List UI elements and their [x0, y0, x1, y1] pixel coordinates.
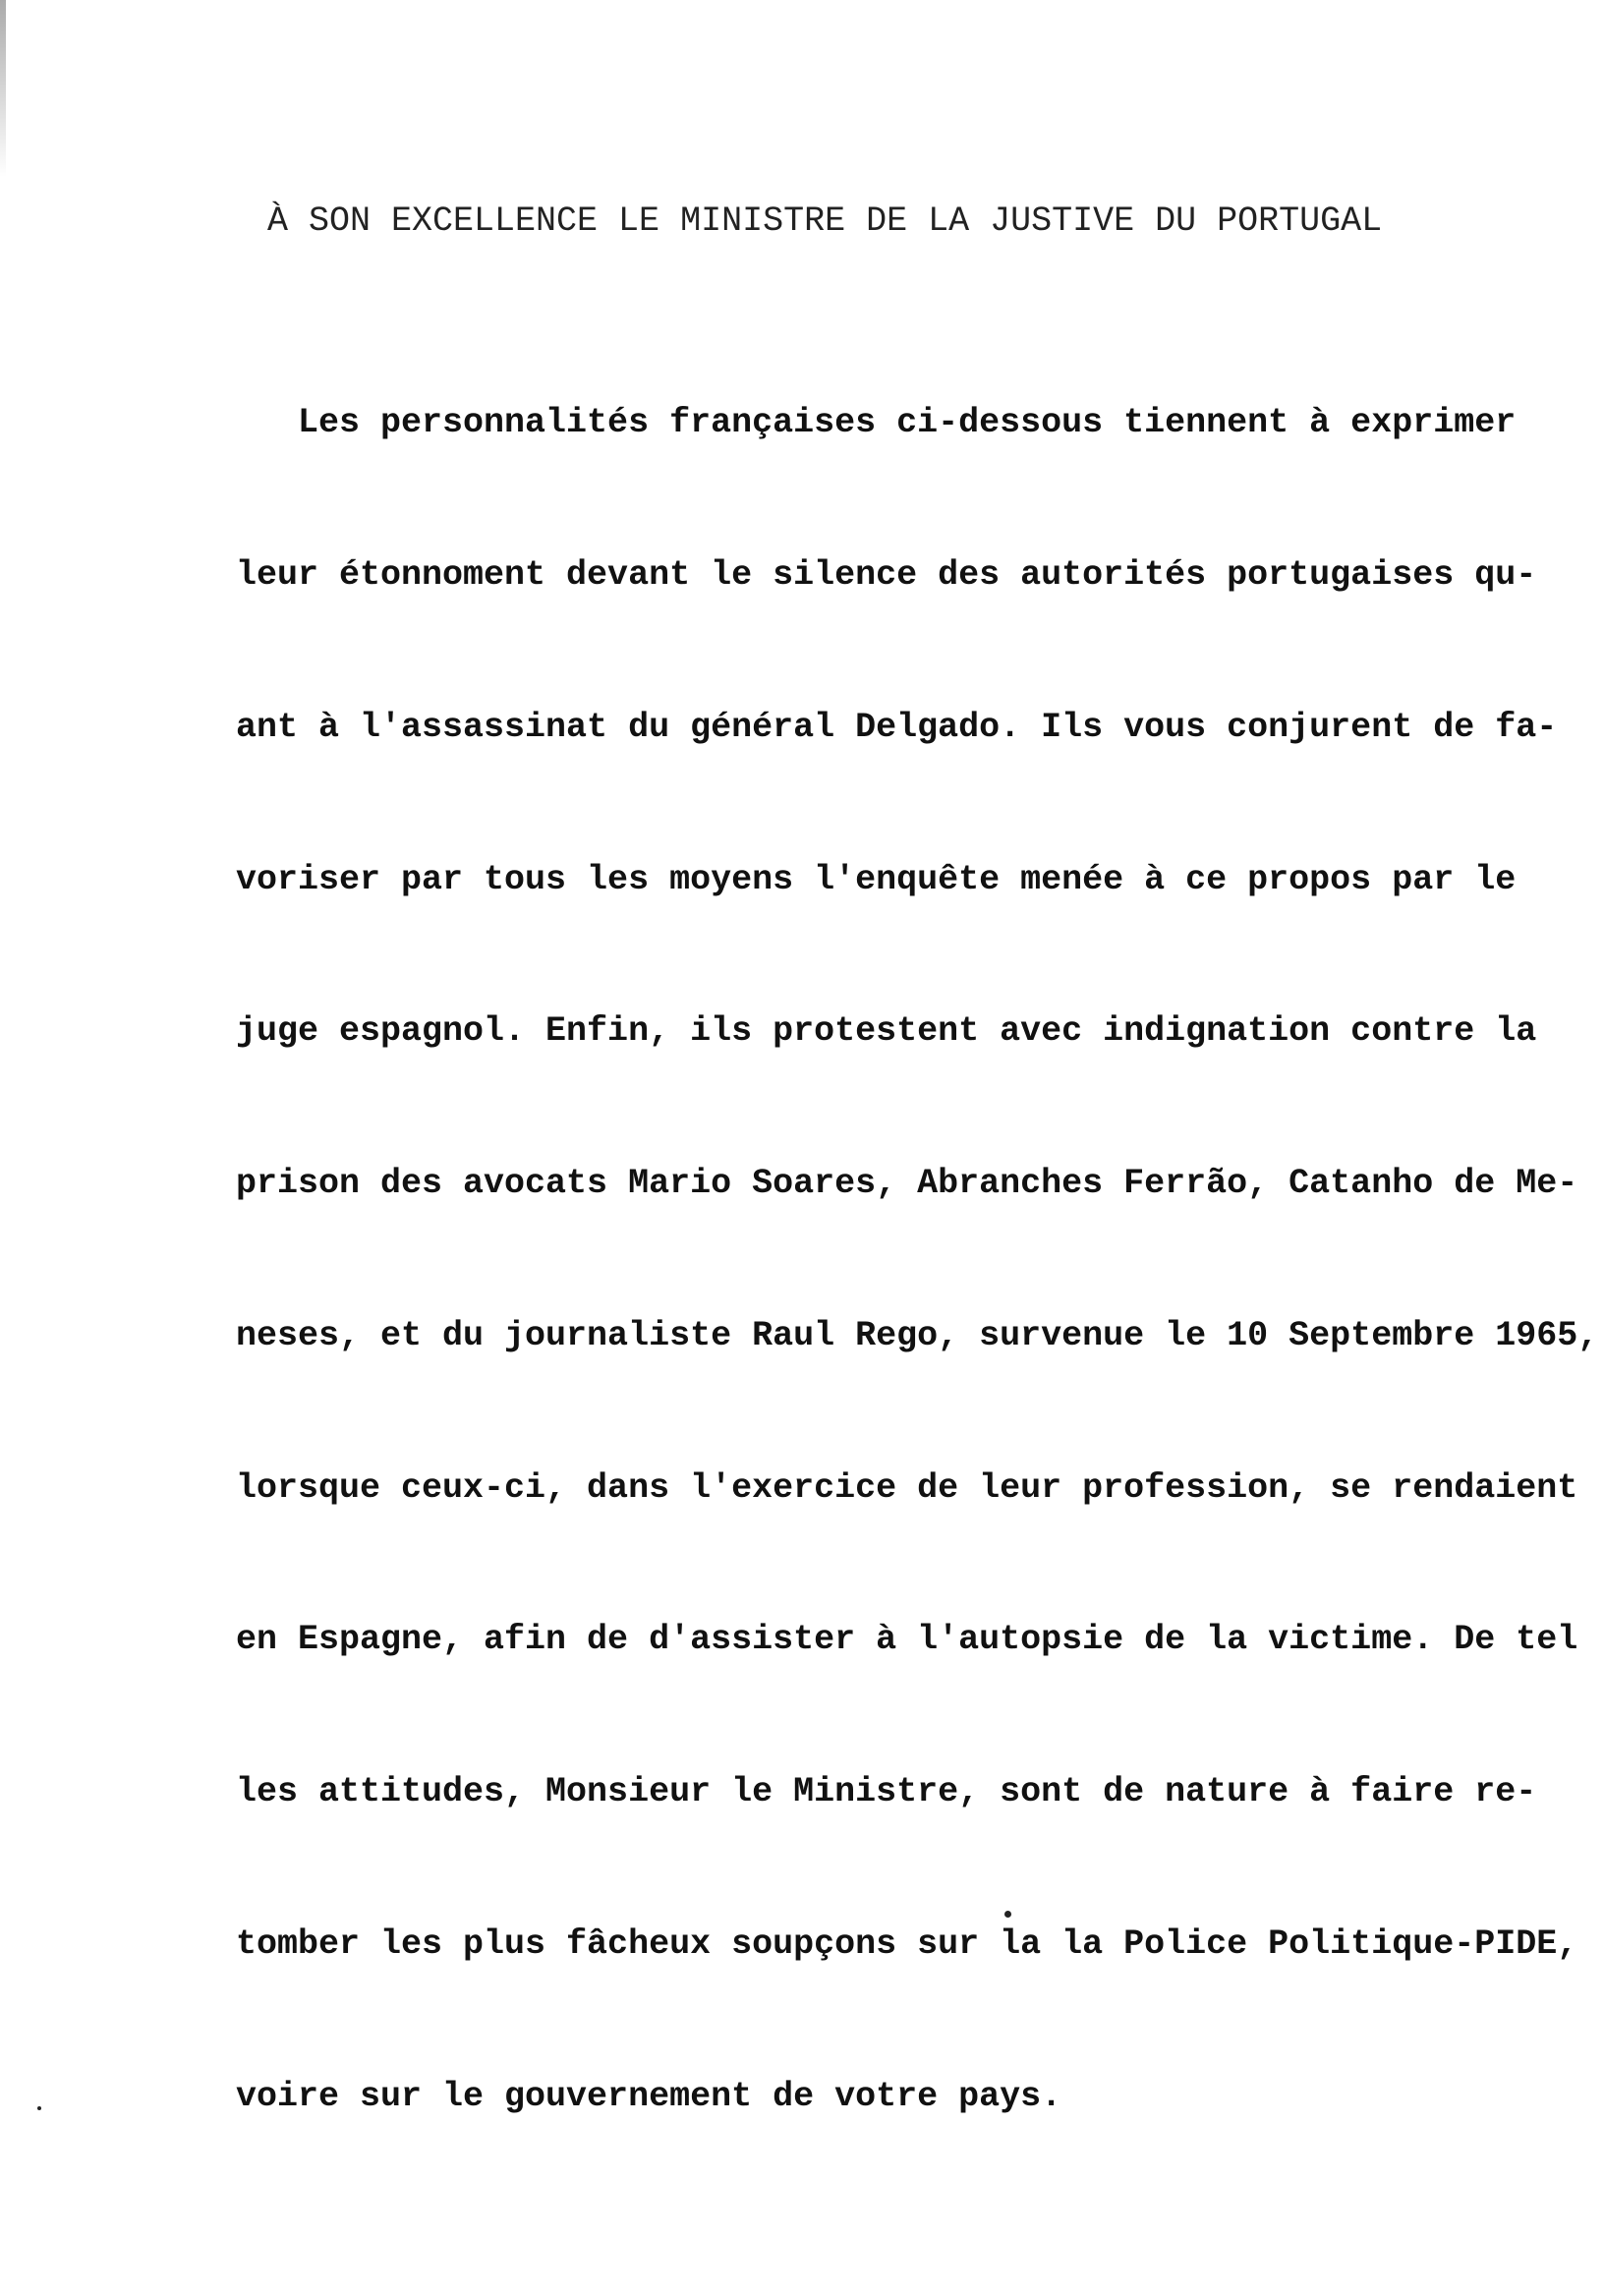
body-line: leur étonnoment devant le silence des autorités portugaises qu- [236, 554, 1537, 595]
body-line: ant à l'assassinat du général Delgado. Ils vous conjurent de fa- [236, 707, 1558, 747]
letter-body [236, 297, 1598, 2173]
body-line: voire sur le gouvernement de votre pays. [236, 2076, 1062, 2116]
body-line: Les personnalités françaises ci-dessous tiennent à exprimer [236, 403, 1517, 443]
body-line: juge espagnol. Enfin, ils protestent avec indignation contre la [236, 1011, 1537, 1052]
body-line: tomber les plus fâcheux soupçons sur la la Police Politique-PIDE, [236, 1924, 1578, 1964]
ink-speck [1004, 1911, 1011, 1918]
body-line: lorsque ceux-ci, dans l'exercice de leur profession, se rendaient [236, 1467, 1578, 1508]
body-line: en Espagne, afin de d'assister à l'autopsie de la victime. De tel [236, 1620, 1578, 1660]
body-line: voriser par tous les moyens l'enquête menée à ce propos par le [236, 859, 1517, 899]
letter-title: À SON EXCELLENCE LE MINISTRE DE LA JUSTIVE DU PORTUGAL [267, 201, 1383, 241]
body-line: les attitudes, Monsieur le Ministre, sont de nature à faire re- [236, 1772, 1537, 1812]
scan-edge-shadow [0, 0, 6, 177]
ink-speck [37, 2106, 41, 2110]
body-line: prison des avocats Mario Soares, Abranches Ferrão, Catanho de Me- [236, 1164, 1578, 1204]
body-line: neses, et du journaliste Raul Rego, survenue le 10 Septembre 1965, [236, 1315, 1599, 1355]
